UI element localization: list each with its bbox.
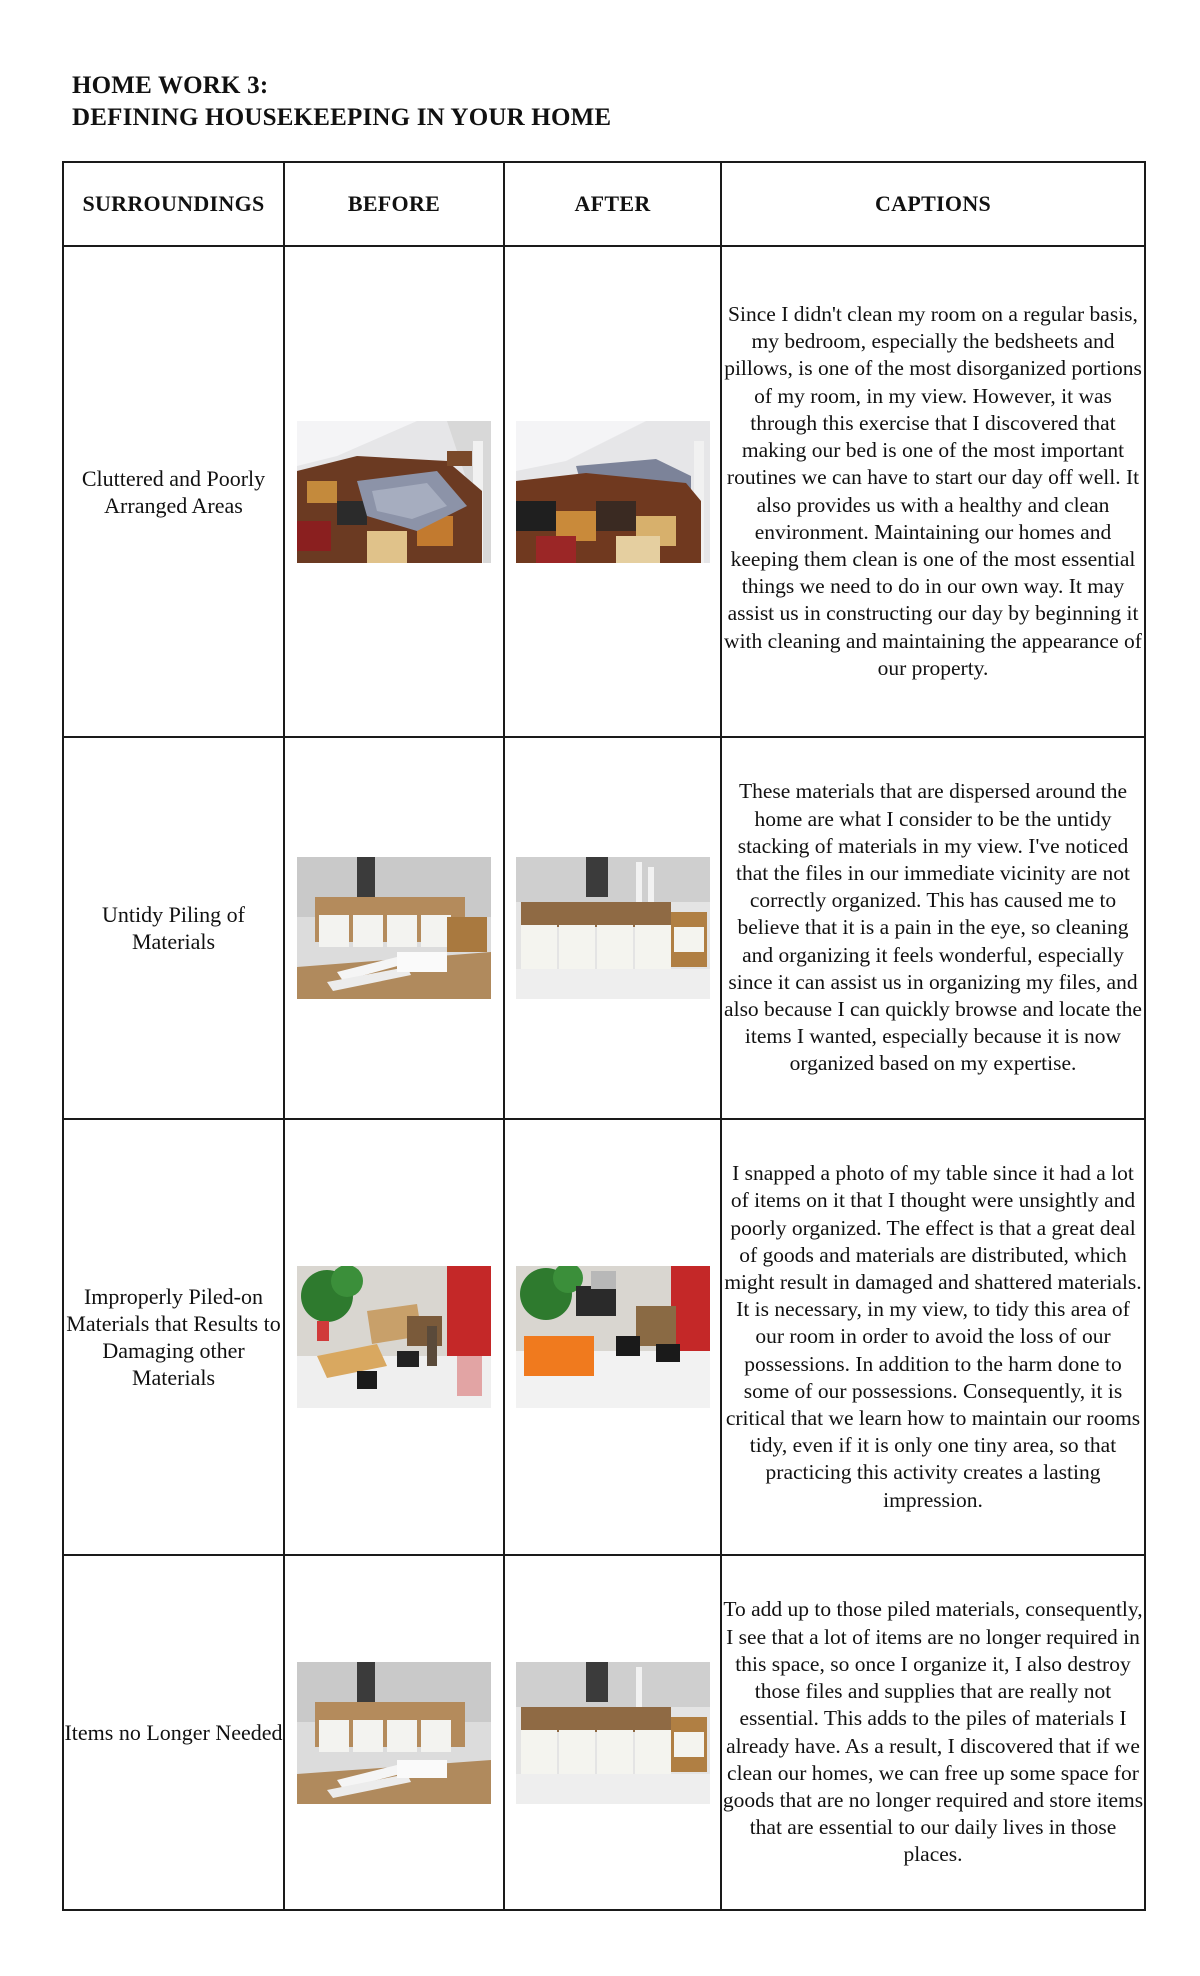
header-after: AFTER bbox=[504, 162, 721, 246]
surrounding-cell: Items no Longer Needed bbox=[63, 1555, 284, 1910]
caption-cell: To add up to those piled materials, consequently, I see that a lot of items are no longer required in this space, so once I organize it, I also destroy those files and supplies that are really not essential. This adds to the piles of materials I already have. As a result, I discovered that if we clean our homes, we can free up some space for goods that are no longer required and store items that are essential to our daily lives in those places. bbox=[721, 1555, 1145, 1910]
cluttered-table-photo bbox=[297, 1266, 491, 1408]
surrounding-cell: Improperly Piled-on Materials that Results to Damaging other Materials bbox=[63, 1119, 284, 1555]
piled-materials-photo bbox=[297, 857, 491, 999]
cleared-boxes-photo bbox=[516, 1662, 710, 1804]
header-surroundings: SURROUNDINGS bbox=[63, 162, 284, 246]
before-cell bbox=[284, 737, 504, 1119]
table-row bbox=[63, 246, 1145, 737]
before-cell bbox=[284, 1555, 504, 1910]
before-cell bbox=[284, 246, 504, 737]
caption-cell: I snapped a photo of my table since it had a lot of items on it that I thought were unsightly and poorly organized. The effect is that a great deal of goods and materials are distributed, which might result in damaged and shattered materials. It is necessary, in my view, to tidy this area of our room in order to avoid the loss of our possessions. In addition to the harm done to some of our possessions. Consequently, it is critical that we learn how to maintain our rooms tidy, even if it is only one tiny area, so that practicing this activity creates a lasting impression. bbox=[721, 1119, 1145, 1555]
surrounding-cell: Cluttered and Poorly Arranged Areas bbox=[63, 246, 284, 737]
table-row bbox=[63, 1555, 1145, 1910]
housekeeping-table bbox=[62, 161, 1146, 1911]
header-captions: CAPTIONS bbox=[721, 162, 1145, 246]
before-cell bbox=[284, 1119, 504, 1555]
table-row bbox=[63, 1119, 1145, 1555]
caption-cell: Since I didn't clean my room on a regular basis, my bedroom, especially the bedsheets and pillows, is one of the most disorganized portions of my room, in my view. However, it was through this exercise that I discovered that making our bed is one of the most important routines we can have to start our day off well. It also provides us with a healthy and clean environment. Maintaining our homes and keeping them clean is one of the most essential things we need to do in our own way. It may assist us in constructing our day by beginning it with cleaning and maintaining the appearance of our property. bbox=[721, 246, 1145, 737]
after-cell bbox=[504, 1119, 721, 1555]
after-cell bbox=[504, 1555, 721, 1910]
page-title bbox=[72, 70, 611, 134]
title-line-1: HOME WORK 3: bbox=[72, 72, 269, 99]
made-bed-photo bbox=[516, 421, 710, 563]
header-before: BEFORE bbox=[284, 162, 504, 246]
caption-cell: These materials that are dispersed around the home are what I consider to be the untidy stacking of materials in my view. I've noticed that the files in our immediate vicinity are not correctly organized. This has caused me to believe that it is a pain in the eye, so cleaning and organizing it feels wonderful, especially since it can assist us in organizing my files, and also because I can quickly browse and locate the items I wanted, especially because it is now organized based on my expertise. bbox=[721, 737, 1145, 1119]
title-line-2: DEFINING HOUSEKEEPING IN YOUR HOME bbox=[72, 104, 612, 131]
messy-bed-photo bbox=[297, 421, 491, 563]
after-cell bbox=[504, 246, 721, 737]
organized-boxes-photo bbox=[516, 857, 710, 999]
table-row bbox=[63, 737, 1145, 1119]
surrounding-cell: Untidy Piling of Materials bbox=[63, 737, 284, 1119]
header-row bbox=[63, 162, 1145, 246]
unneeded-items-photo bbox=[297, 1662, 491, 1804]
after-cell bbox=[504, 737, 721, 1119]
tidy-table-photo bbox=[516, 1266, 710, 1408]
